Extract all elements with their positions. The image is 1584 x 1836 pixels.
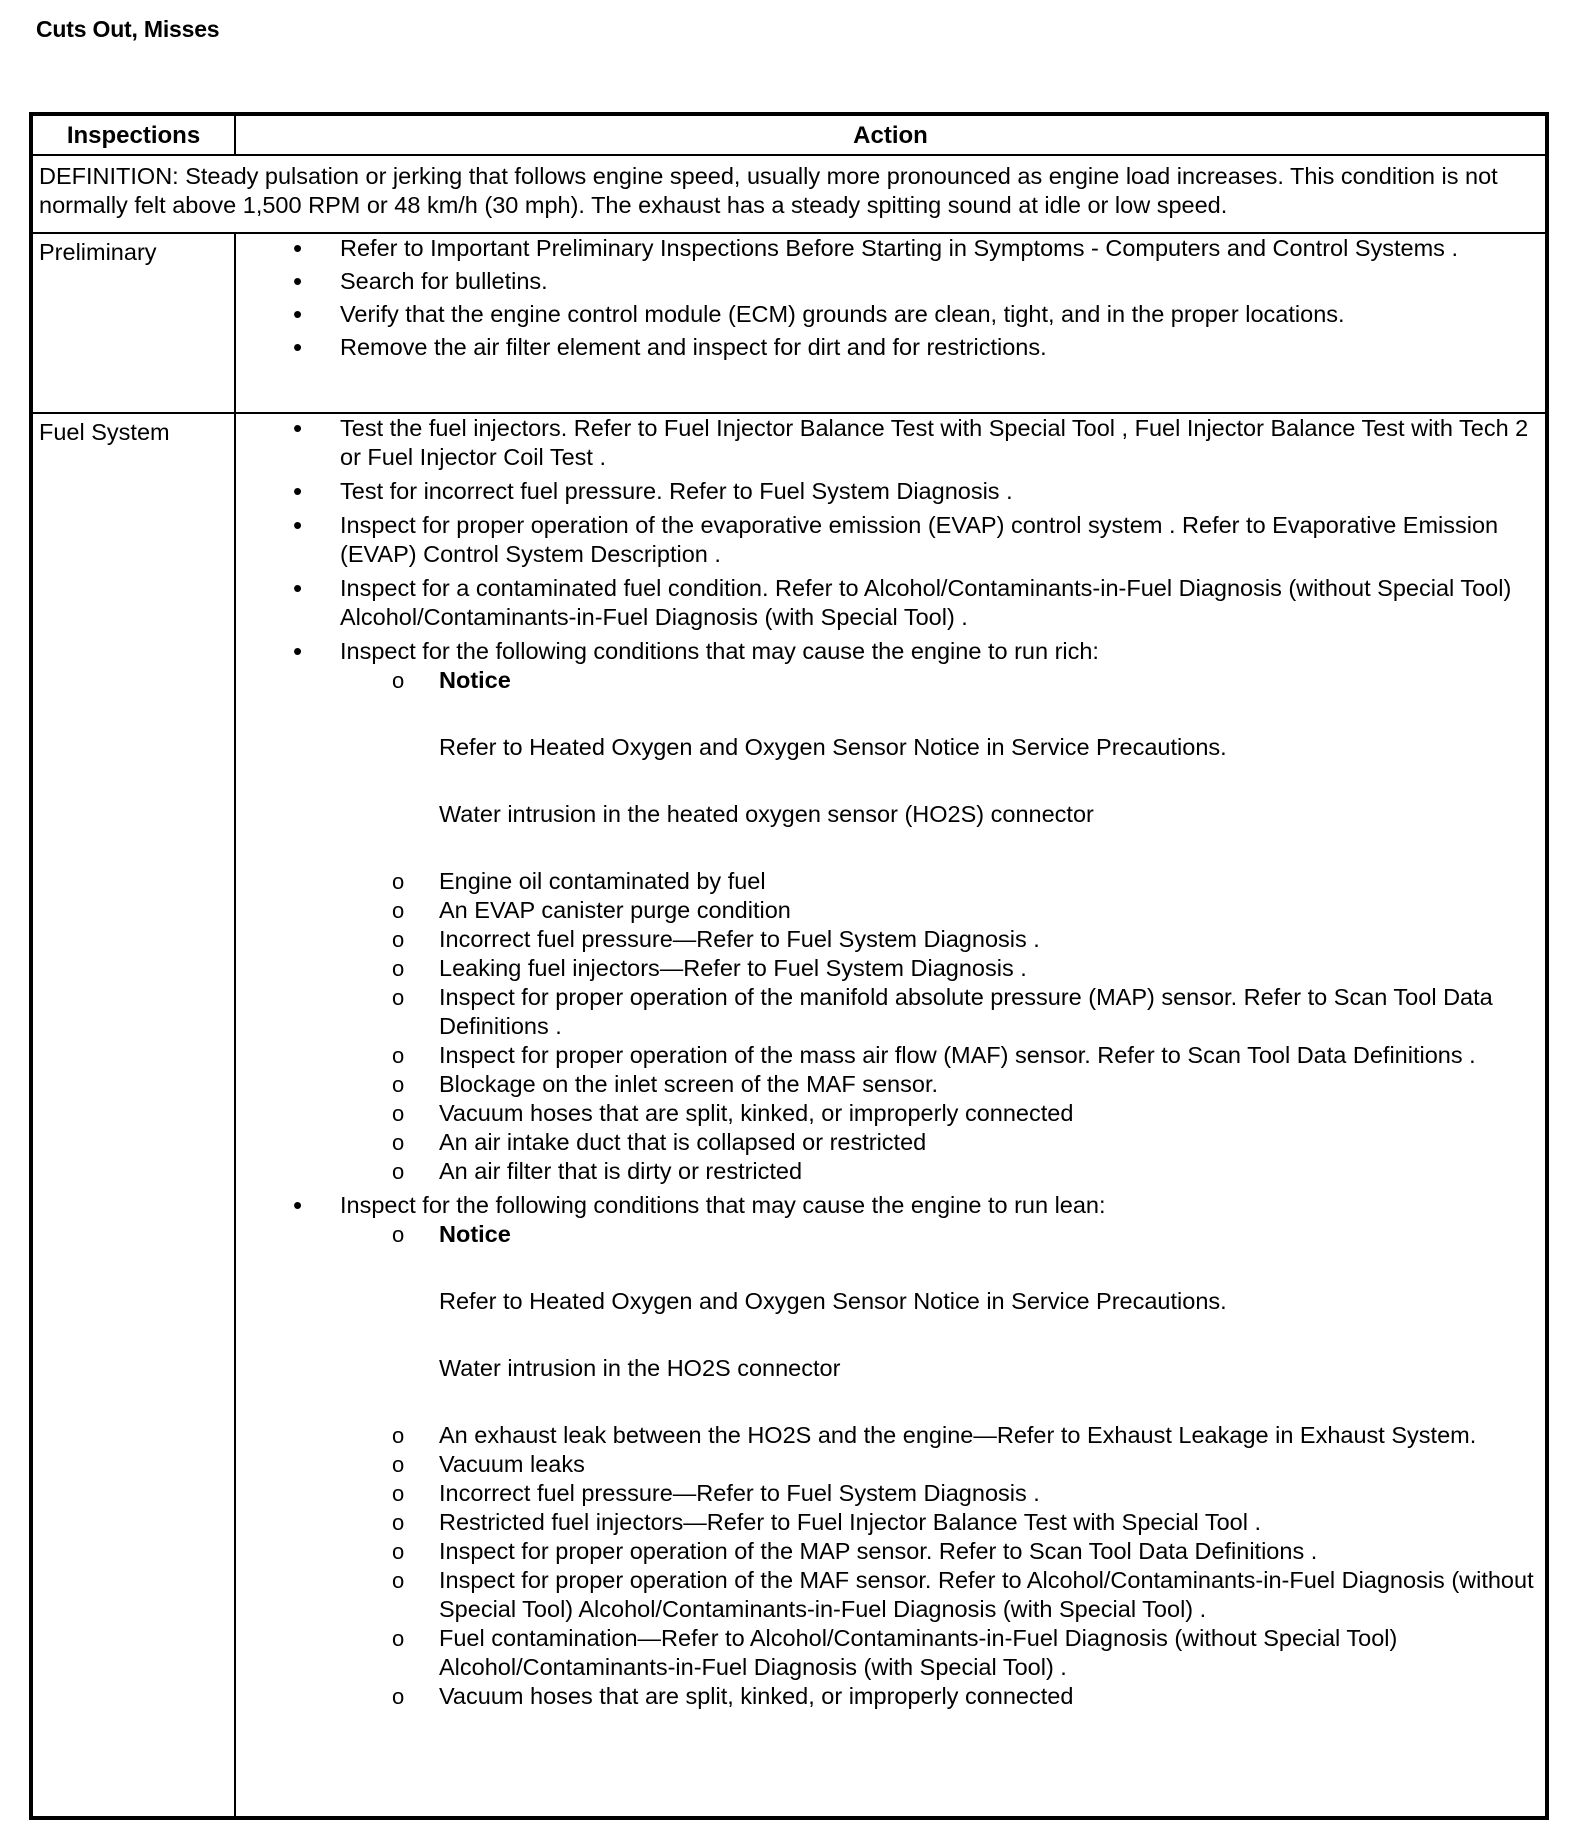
list-item: o Inspect for proper operation of the manifold absolute pressure (MAP) sensor. Refer to Scan Tool Data Definitions . [236,983,1541,1041]
page-title: Cuts Out, Misses [36,16,220,42]
notice-condition: Water intrusion in the heated oxygen sensor (HO2S) connector [439,801,1094,827]
list-item: o An EVAP canister purge condition [236,896,1541,925]
notice-item [236,666,1541,829]
list-item: • Refer to Important Preliminary Inspections Before Starting in Symptoms - Computers and Control Systems . [236,234,1545,263]
list-item: o Engine oil contaminated by fuel [236,867,1541,896]
definition-row [31,155,1547,233]
list-item: o Vacuum hoses that are split, kinked, or improperly connected [236,1099,1541,1128]
fuel-system-list [236,414,1545,1711]
notice-title: Notice [439,667,511,693]
preliminary-actions [235,233,1547,413]
list-item: • Inspect for a contaminated fuel condition. Refer to Alcohol/Contaminants-in-Fuel Diagnosis (without Special Tool) Alcohol/Contaminants-in-Fuel Diagnosis (with Special Tool) . [236,574,1545,632]
lean-intro: Inspect for the following conditions that may cause the engine to run lean: [340,1192,1106,1218]
list-item: • Test for incorrect fuel pressure. Refer to Fuel System Diagnosis . [236,477,1545,506]
list-item: o Inspect for proper operation of the mass air flow (MAF) sensor. Refer to Scan Tool Data Definitions . [236,1041,1541,1070]
preliminary-row [31,233,1547,413]
list-item: o Vacuum hoses that are split, kinked, or improperly connected [236,1682,1541,1711]
list-item: o An air filter that is dirty or restricted [236,1157,1541,1186]
list-item: • Verify that the engine control module (ECM) grounds are clean, tight, and in the proper locations. [236,300,1545,329]
list-item: o Inspect for proper operation of the MAF sensor. Refer to Alcohol/Contaminants-in-Fuel Diagnosis (without Special Tool) Alcohol/Contaminants-in-Fuel Diagnosis (with Special Tool) . [236,1566,1541,1624]
notice-title: Notice [439,1221,511,1247]
list-item: o Fuel contamination—Refer to Alcohol/Contaminants-in-Fuel Diagnosis (without Special Tool) Alcohol/Contaminants-in-Fuel Diagnosis (with Special Tool) . [236,1624,1541,1682]
rich-intro: Inspect for the following conditions that may cause the engine to run rich: [340,638,1099,664]
definition-text: DEFINITION: Steady pulsation or jerking that follows engine speed, usually more pronounced as engine load increases. This condition is not normally felt above 1,500 RPM or 48 km/h (30 mph). The exhaust has a steady spitting sound at idle or low speed. [31,155,1547,233]
lean-conditions-list [340,1220,1541,1711]
list-item: o An air intake duct that is collapsed or restricted [236,1128,1541,1157]
lean-conditions-item [236,1191,1545,1711]
fuel-system-label: Fuel System [31,413,235,1818]
notice-item [236,1220,1541,1383]
preliminary-list [236,234,1545,362]
list-item: • Search for bulletins. [236,267,1545,296]
preliminary-label: Preliminary [31,233,235,413]
rich-conditions-list [340,666,1541,1186]
list-item: o Incorrect fuel pressure—Refer to Fuel System Diagnosis . [236,925,1541,954]
list-item: o Incorrect fuel pressure—Refer to Fuel System Diagnosis . [236,1479,1541,1508]
list-item: o Restricted fuel injectors—Refer to Fuel Injector Balance Test with Special Tool . [236,1508,1541,1537]
inspections-header: Inspections [31,114,235,155]
list-item: o Leaking fuel injectors—Refer to Fuel System Diagnosis . [236,954,1541,983]
list-item: o Vacuum leaks [236,1450,1541,1479]
fuel-system-row [31,413,1547,1818]
notice-text: Refer to Heated Oxygen and Oxygen Sensor Notice in Service Precautions. [439,1288,1227,1314]
list-item: • Remove the air filter element and inspect for dirt and for restrictions. [236,333,1545,362]
diagnostic-table [29,112,1549,1820]
header-row [31,114,1547,155]
list-item: • Test the fuel injectors. Refer to Fuel Injector Balance Test with Special Tool , Fuel Injector Balance Test with Tech 2 or Fuel Injector Coil Test . [236,414,1545,472]
rich-conditions-item [236,637,1545,1186]
list-item: o Inspect for proper operation of the MAP sensor. Refer to Scan Tool Data Definitions . [236,1537,1541,1566]
list-item: • Inspect for proper operation of the evaporative emission (EVAP) control system . Refer to Evaporative Emission (EVAP) Control System Description . [236,511,1545,569]
fuel-system-actions [235,413,1547,1818]
notice-condition: Water intrusion in the HO2S connector [439,1355,841,1381]
list-item: o Blockage on the inlet screen of the MAF sensor. [236,1070,1541,1099]
list-item: o An exhaust leak between the HO2S and the engine—Refer to Exhaust Leakage in Exhaust System. [236,1421,1541,1450]
action-header: Action [235,114,1547,155]
notice-text: Refer to Heated Oxygen and Oxygen Sensor Notice in Service Precautions. [439,734,1227,760]
